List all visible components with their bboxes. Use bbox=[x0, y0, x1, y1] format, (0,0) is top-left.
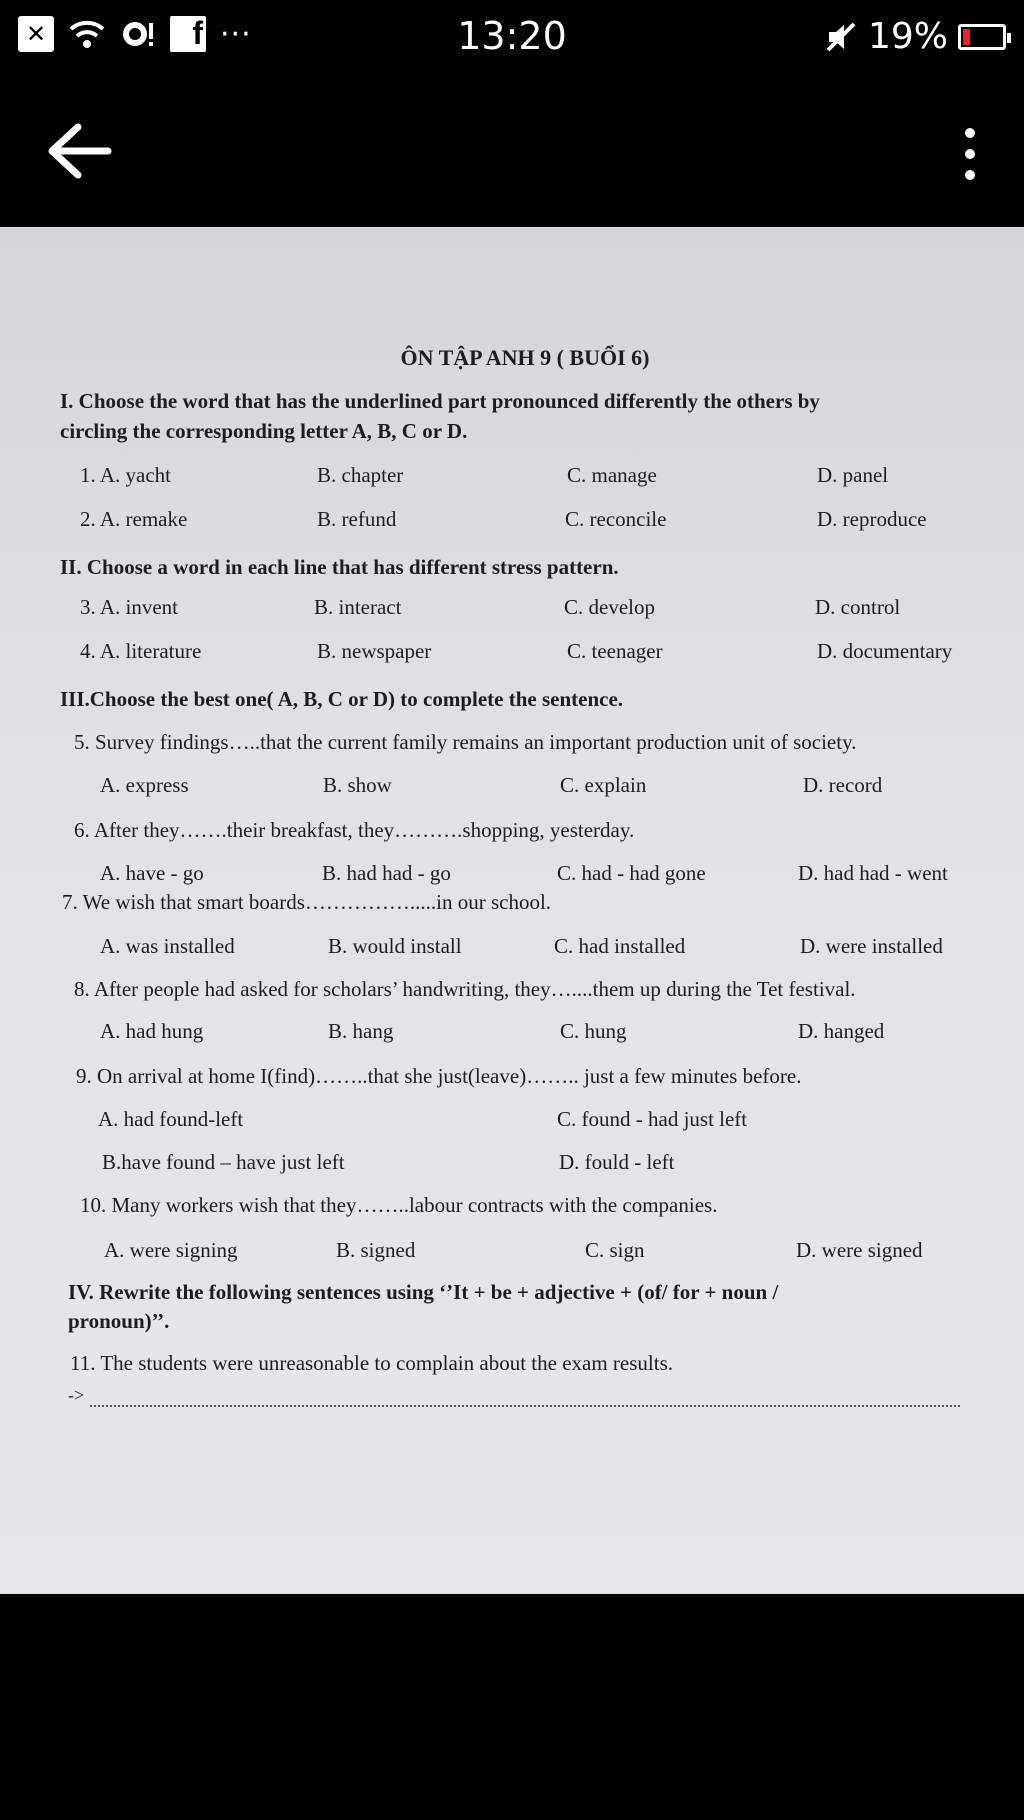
option-a: A. were signing bbox=[104, 1238, 238, 1262]
option-c: C. teenager bbox=[567, 639, 663, 663]
toolbar bbox=[0, 75, 1024, 225]
option-b: B. would install bbox=[328, 934, 462, 958]
bottom-area bbox=[0, 1594, 1024, 1820]
question-8-text: 8. After people had asked for scholars’ handwriting, they…....them up during the Tet festival. bbox=[74, 977, 856, 1001]
option-d: D. reproduce bbox=[817, 507, 927, 531]
answer-line bbox=[90, 1405, 960, 1407]
question-5-options bbox=[60, 773, 990, 803]
section-4-line-1: IV. Rewrite the following sentences using ‘’It + be + adjective + (of/ for + noun / bbox=[68, 1280, 779, 1304]
question-6-options bbox=[60, 861, 990, 891]
option-c: C. reconcile bbox=[565, 507, 667, 531]
option-d: D. were installed bbox=[800, 934, 943, 958]
question-10-options bbox=[60, 1238, 990, 1268]
option-b: B. hang bbox=[328, 1019, 394, 1043]
option-b: B. signed bbox=[336, 1238, 416, 1262]
option-b: B. show bbox=[323, 773, 392, 797]
section-1-line-2: circling the corresponding letter A, B, C or D. bbox=[60, 419, 468, 443]
option-a: A. had hung bbox=[100, 1019, 204, 1043]
option-b: B.have found – have just left bbox=[102, 1150, 345, 1174]
question-7-text: 7. We wish that smart boards…………….....in our school. bbox=[62, 890, 552, 914]
option-c: C. had - had gone bbox=[557, 861, 706, 885]
option-c: C. explain bbox=[560, 773, 647, 797]
option-d: D. control bbox=[815, 595, 901, 619]
mute-icon bbox=[824, 20, 858, 54]
close-icon: ✕ bbox=[18, 16, 54, 52]
question-8-options bbox=[60, 1019, 990, 1049]
worksheet-title: ÔN TẬP ANH 9 ( BUỔI 6) bbox=[400, 345, 650, 370]
option-d: D. record bbox=[803, 773, 883, 797]
option-d: D. were signed bbox=[796, 1238, 923, 1262]
more-dots-icon: ··· bbox=[220, 16, 252, 52]
option-a: A. express bbox=[100, 773, 189, 797]
option-a: 3. A. invent bbox=[80, 595, 178, 619]
question-9-options-2 bbox=[60, 1150, 990, 1180]
section-4-line-2: pronoun)’’. bbox=[68, 1309, 170, 1333]
option-a: 1. A. yacht bbox=[80, 463, 171, 487]
more-vert-icon[interactable] bbox=[958, 127, 982, 181]
option-a: 4. A. literature bbox=[80, 639, 202, 663]
option-d: D. had had - went bbox=[798, 861, 948, 885]
option-a: A. had found-left bbox=[98, 1107, 244, 1131]
option-b: B. chapter bbox=[317, 463, 404, 487]
status-bar bbox=[0, 0, 1024, 75]
option-c: C. hung bbox=[560, 1019, 627, 1043]
question-9-text: 9. On arrival at home I(find)……..that she just(leave)…….. just a few minutes before. bbox=[76, 1064, 802, 1088]
question-11-text: 11. The students were unreasonable to complain about the exam results. bbox=[70, 1351, 674, 1375]
system-icons bbox=[824, 16, 1006, 57]
question-3 bbox=[60, 595, 990, 625]
question-9-options-1 bbox=[60, 1107, 990, 1137]
option-b: B. had had - go bbox=[322, 861, 451, 885]
question-1 bbox=[60, 463, 990, 493]
arrow-left-icon[interactable] bbox=[44, 121, 114, 181]
battery-icon bbox=[958, 24, 1006, 50]
battery-percent: 19% bbox=[867, 16, 948, 57]
option-d: D. panel bbox=[817, 463, 889, 487]
option-d: D. hanged bbox=[798, 1019, 885, 1043]
option-d: D. documentary bbox=[817, 639, 953, 663]
question-7-options bbox=[60, 934, 990, 964]
question-4 bbox=[60, 639, 990, 669]
option-b: B. newspaper bbox=[317, 639, 432, 663]
option-c: C. manage bbox=[567, 463, 657, 487]
option-b: B. interact bbox=[314, 595, 402, 619]
question-6-text: 6. After they…….their breakfast, they……….shopping, yesterday. bbox=[74, 818, 635, 842]
option-a: A. have - go bbox=[100, 861, 204, 885]
option-c: C. develop bbox=[564, 595, 655, 619]
section-2-heading: II. Choose a word in each line that has different stress pattern. bbox=[60, 555, 619, 579]
section-3-heading: III.Choose the best one( A, B, C or D) to complete the sentence. bbox=[60, 687, 624, 711]
option-a: A. was installed bbox=[100, 934, 235, 958]
question-5-text: 5. Survey findings…..that the current family remains an important production unit of society. bbox=[74, 730, 857, 754]
option-a: 2. A. remake bbox=[80, 507, 188, 531]
option-b: B. refund bbox=[317, 507, 397, 531]
facebook-icon: f bbox=[170, 16, 206, 52]
clock: 13:20 bbox=[457, 14, 567, 58]
question-10-text: 10. Many workers wish that they……..labour contracts with the companies. bbox=[80, 1193, 718, 1217]
option-c: C. had installed bbox=[554, 934, 686, 958]
section-1-line-1: I. Choose the word that has the underlined part pronounced differently the others by bbox=[60, 389, 820, 413]
answer-prefix: -> bbox=[68, 1385, 85, 1405]
document-image bbox=[0, 227, 1024, 1594]
question-2 bbox=[60, 507, 990, 537]
option-d: D. fould - left bbox=[559, 1150, 675, 1174]
option-c: C. found - had just left bbox=[557, 1107, 748, 1131]
option-c: C. sign bbox=[585, 1238, 645, 1262]
